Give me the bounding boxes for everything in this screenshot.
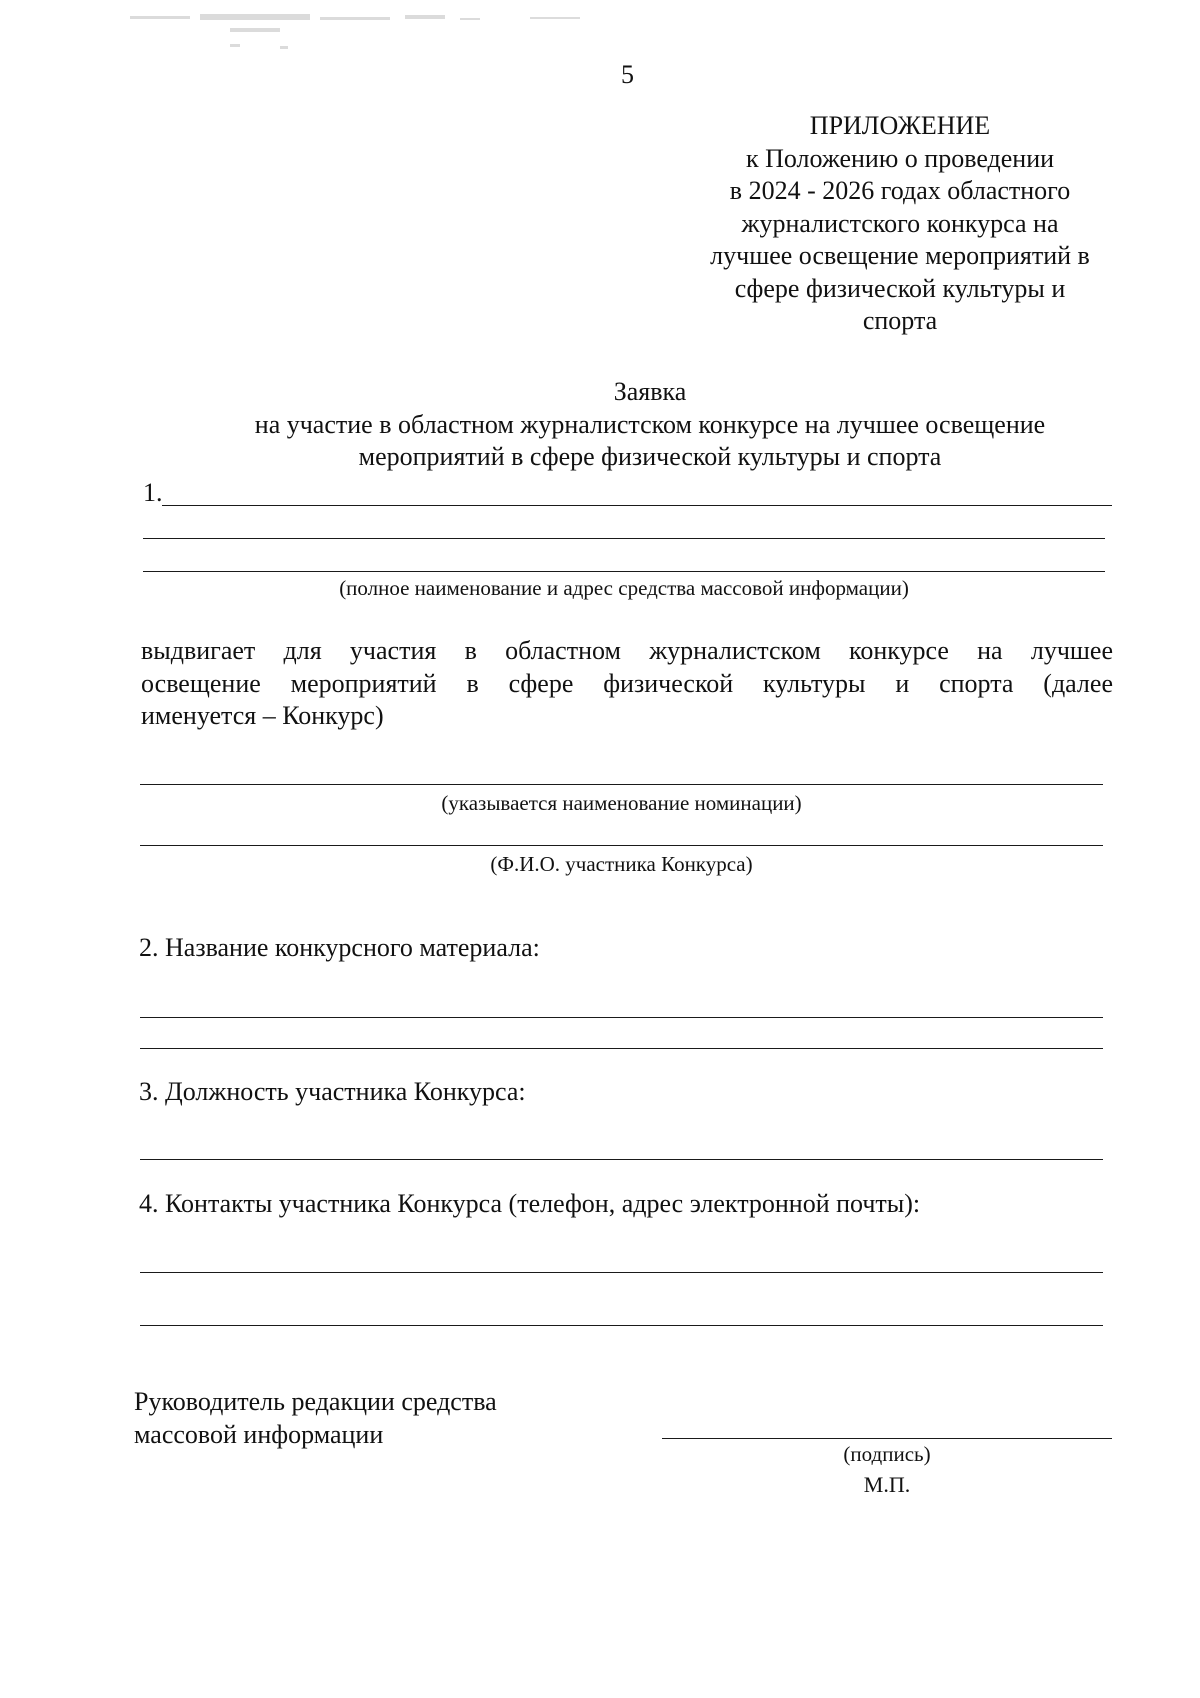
application-title-block (140, 376, 1160, 474)
application-title: Заявка (613, 377, 687, 406)
section2-label: 2. Название конкурсного материала: (139, 933, 540, 962)
nomination-caption: (указывается наименование номинации) (441, 791, 802, 815)
annex-line: к Положению о проведении (745, 143, 1055, 173)
media-name-line-2[interactable] (143, 538, 1105, 539)
paragraph-line: именуется – Конкурс) (141, 701, 384, 730)
section3-label: 3. Должность участника Конкурса: (139, 1077, 526, 1106)
section1-number: 1. (143, 478, 163, 507)
media-name-line-1[interactable] (162, 505, 1112, 506)
annex-line: в 2024 - 2026 годах областного (729, 176, 1071, 205)
nomination-line[interactable] (140, 784, 1103, 785)
annex-block (680, 110, 1120, 338)
signature-caption: (подпись) (843, 1442, 931, 1466)
annex-line: лучшее освещение мероприятий в (710, 241, 1090, 270)
paragraph-line: освещение мероприятий в сфере физической культуры и спорта (далее (141, 668, 1113, 698)
application-subtitle-line: на участие в областном журналистском конкурсе на лучшее освещение (254, 409, 1046, 439)
material-title-line-1[interactable] (140, 1017, 1103, 1018)
participant-name-line[interactable] (140, 845, 1103, 846)
material-title-line-2[interactable] (140, 1048, 1103, 1049)
section4-label: 4. Контакты участника Конкурса (телефон, адрес электронной почты): (139, 1189, 921, 1218)
media-name-line-3[interactable] (143, 571, 1105, 572)
position-line[interactable] (140, 1159, 1103, 1160)
signature-line[interactable] (662, 1438, 1112, 1439)
contacts-line-2[interactable] (140, 1325, 1103, 1326)
stamp-label: М.П. (863, 1472, 911, 1497)
signer-block (134, 1386, 497, 1451)
annex-line: журналистского конкурса на (741, 208, 1059, 238)
nomination-paragraph (141, 635, 1113, 733)
participant-caption: (Ф.И.О. участника Конкурса) (490, 852, 753, 876)
scan-artifact (130, 8, 600, 58)
signer-line: Руководитель редакции средства (134, 1387, 497, 1416)
annex-line: спорта (862, 306, 938, 335)
contacts-line-1[interactable] (140, 1272, 1103, 1273)
application-subtitle-line: мероприятий в сфере физической культуры и спорта (358, 442, 942, 471)
page-number: 5 (621, 60, 634, 89)
paragraph-line: выдвигает для участия в областном журналистском конкурсе на лучшее (141, 636, 1113, 665)
signer-line: массовой информации (134, 1419, 384, 1449)
media-caption: (полное наименование и адрес средства массовой информации) (339, 576, 909, 600)
annex-heading: ПРИЛОЖЕНИЕ (809, 111, 991, 140)
annex-line: сфере физической культуры и (734, 273, 1066, 303)
